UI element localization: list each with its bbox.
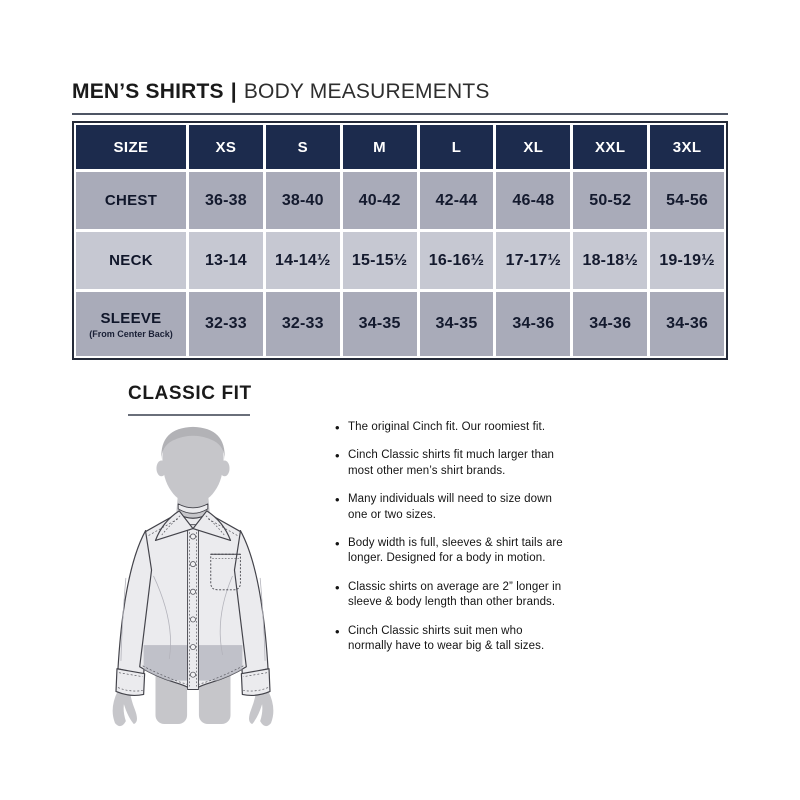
sleeve-m: 34-35 — [343, 292, 417, 356]
sleeve-xs: 32-33 — [189, 292, 263, 356]
chest-l: 42-44 — [420, 172, 494, 229]
sleeve-xl: 34-36 — [496, 292, 570, 356]
size-chart-table — [72, 121, 728, 360]
neck-3xl: 19-19½ — [650, 232, 724, 289]
classic-fit-heading: CLASSIC FIT — [128, 383, 252, 404]
classic-fit-bullet-list — [335, 380, 565, 728]
neck-xxl: 18-18½ — [573, 232, 647, 289]
row-label-neck: NECK — [76, 232, 186, 289]
page-title — [72, 80, 728, 104]
classic-fit-section — [72, 380, 728, 728]
chest-s: 38-40 — [266, 172, 340, 229]
column-header-m: M — [343, 125, 417, 169]
column-header-3xl: 3XL — [650, 125, 724, 169]
page-title-secondary: BODY MEASUREMENTS — [243, 80, 490, 103]
fit-bullet-6: • Cinch Classic shirts suit men who normally have to wear big & tall sizes. — [335, 624, 565, 655]
sleeve-l: 34-35 — [420, 292, 494, 356]
fit-bullet-1: • The original Cinch fit. Our roomiest fit. — [335, 420, 565, 435]
neck-s: 14-14½ — [266, 232, 340, 289]
column-header-xl: XL — [496, 125, 570, 169]
title-divider — [72, 113, 728, 115]
chest-xxl: 50-52 — [573, 172, 647, 229]
fit-bullet-4: • Body width is full, sleeves & shirt tails are longer. Designed for a body in motion. — [335, 536, 565, 567]
chest-3xl: 54-56 — [650, 172, 724, 229]
sleeve-s: 32-33 — [266, 292, 340, 356]
chest-m: 40-42 — [343, 172, 417, 229]
row-label-sleeve — [76, 292, 186, 356]
column-header-s: S — [266, 125, 340, 169]
sleeve-sublabel: (From Center Back) — [89, 328, 173, 339]
shirt-line-art — [116, 504, 270, 696]
neck-m: 15-15½ — [343, 232, 417, 289]
page-title-primary: MEN’S SHIRTS — [72, 80, 224, 103]
fit-bullet-3: • Many individuals will need to size down one or two sizes. — [335, 492, 565, 523]
sleeve-xxl: 34-36 — [573, 292, 647, 356]
sleeve-label: SLEEVE — [100, 309, 162, 327]
row-label-chest: CHEST — [76, 172, 186, 229]
title-separator: | — [230, 80, 237, 103]
classic-fit-figure-column — [95, 380, 325, 728]
column-header-xs: XS — [189, 125, 263, 169]
chest-xl: 46-48 — [496, 172, 570, 229]
fit-bullet-2: • Cinch Classic shirts fit much larger than most other men’s shirt brands. — [335, 448, 565, 479]
classic-fit-shirt-illustration — [95, 420, 291, 728]
fit-bullet-5: • Classic shirts on average are 2” longer in sleeve & body length than other brands. — [335, 580, 565, 611]
neck-l: 16-16½ — [420, 232, 494, 289]
neck-xl: 17-17½ — [496, 232, 570, 289]
content-area — [72, 0, 728, 728]
neck-xs: 13-14 — [189, 232, 263, 289]
column-header-size: SIZE — [76, 125, 186, 169]
column-header-xxl: XXL — [573, 125, 647, 169]
column-header-l: L — [420, 125, 494, 169]
sleeve-3xl: 34-36 — [650, 292, 724, 356]
classic-fit-divider — [128, 414, 250, 416]
chest-xs: 36-38 — [189, 172, 263, 229]
shirt-placket — [188, 525, 199, 690]
